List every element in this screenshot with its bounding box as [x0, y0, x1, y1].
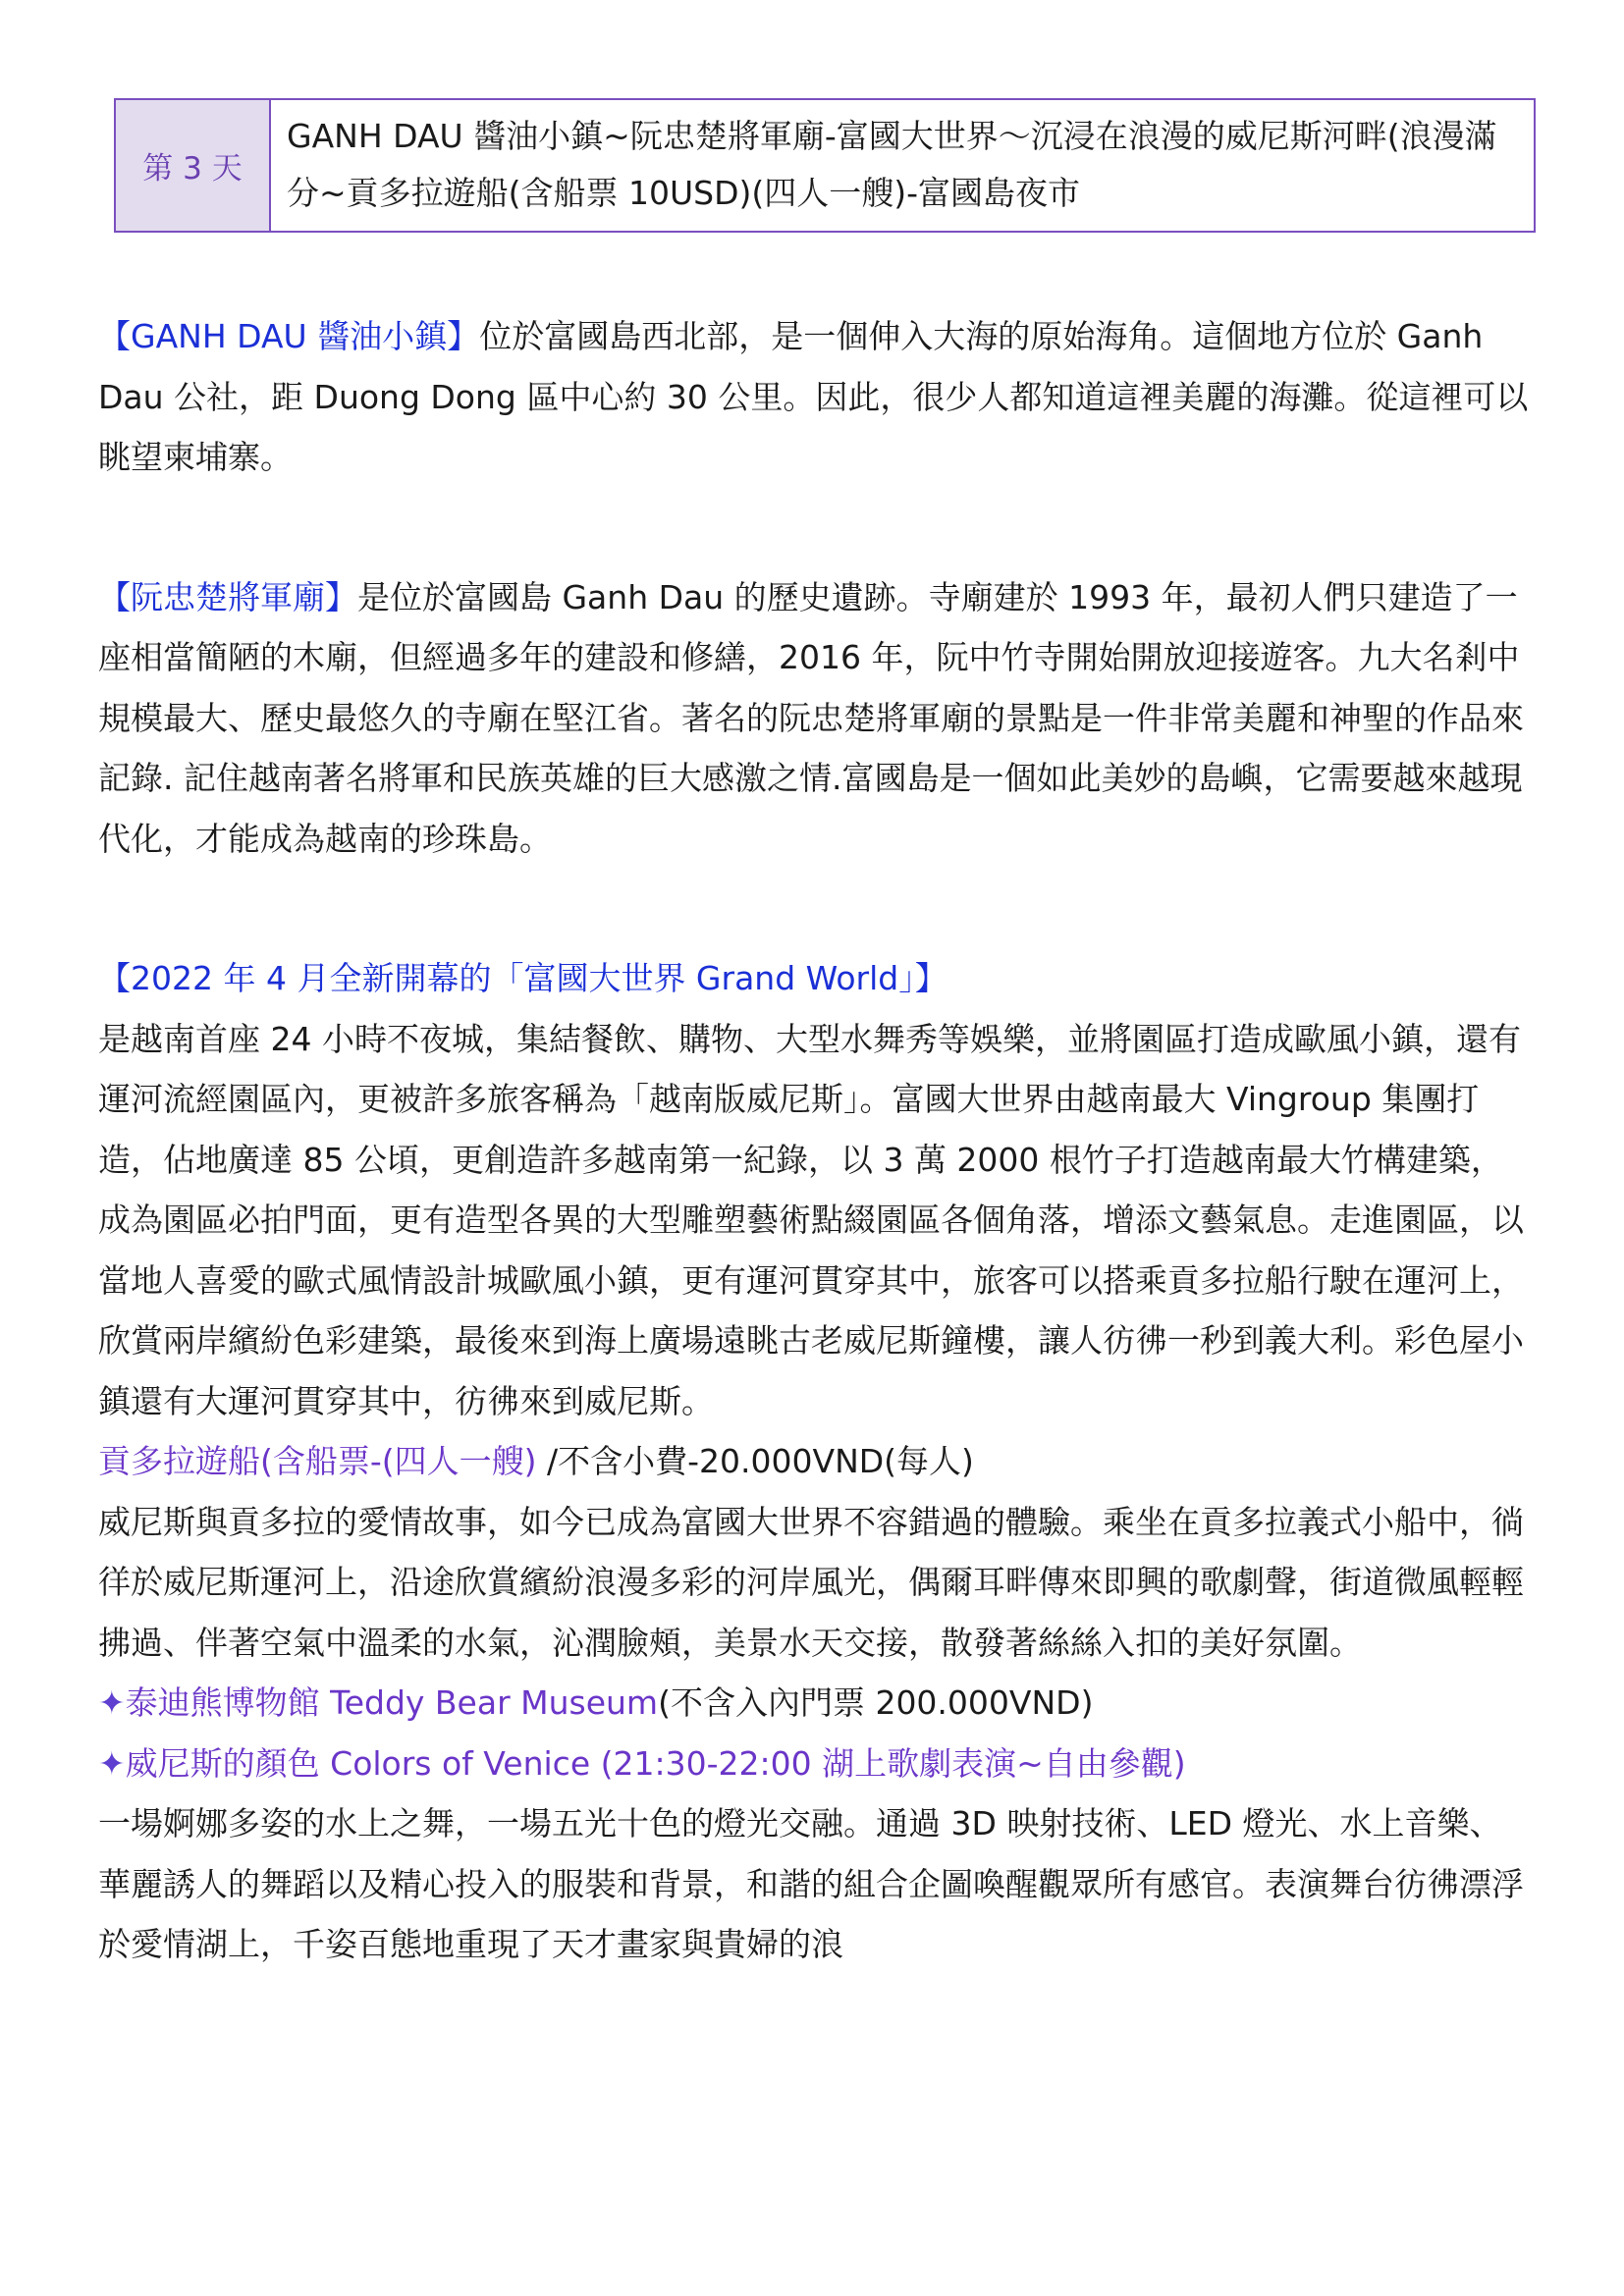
section-heading: 【阮忠楚將軍廟】 — [98, 577, 357, 616]
venice-body: 一場婀娜多姿的水上之舞，一場五光十色的燈光交融。通過 3D 映射技術、LED 燈光、水上音樂、華麗誘人的舞蹈以及精心投入的服裝和背景，和諧的組合企圖喚醒觀眾所有感官。表演舞台彷彿漂浮於愛情湖上，千姿百態地重現了天才畫家與貴婦的浪 — [98, 1804, 1524, 1963]
section-body: 是越南首座 24 小時不夜城，集結餐飲、購物、大型水舞秀等娛樂，並將園區打造成歐風小鎮，還有運河流經園區內，更被許多旅客稱為「越南版威尼斯」。富國大世界由越南最大 Vingroup 集團打造，佔地廣達 85 公頃，更創造許多越南第一紀錄，以 3 萬 2000 根竹子打造越南最大竹構建築，成為園區必拍門面，更有造型各異的大型雕塑藝術點綴園區各個角落，增添文藝氣息。走進園區，以當地人喜愛的歐式風情設計城歐風小鎮，更有運河貫穿其中，旅客可以搭乘貢多拉船行駛在運河上，欣賞兩岸繽紛色彩建築，最後來到海上廣場遠眺古老威尼斯鐘樓，讓人彷彿一秒到義大利。彩色屋小鎮還有大運河貫穿其中，彷彿來到威尼斯。 — [98, 1019, 1524, 1420]
section-body: 位於富國島西北部，是一個伸入大海的原始海角。這個地方位於 Ganh Dau 公社，距 Duong Dong 區中心約 30 公里。因此，很少人都知道這裡美麗的海灘。從這裡可以眺望柬埔寨。 — [98, 317, 1529, 476]
teddy-bear-name: 泰迪熊博物館 Teddy Bear Museum — [125, 1683, 659, 1722]
gondola-title — [98, 1431, 1532, 1492]
venice-name: 威尼斯的顏色 Colors of Venice (21:30-22:00 湖上歌劇表演~自由參觀) — [125, 1743, 1186, 1783]
day-title: GANH DAU 醬油小鎮~阮忠楚將軍廟-富國大世界～沉浸在浪漫的威尼斯河畔(浪漫滿分~貢多拉遊船(含船票 10USD)(四人一艘)-富國島夜市 — [287, 117, 1497, 212]
gondola-title-colored: 貢多拉遊船(含船票-(四人一艘) — [98, 1442, 537, 1480]
venice-item — [98, 1734, 1532, 1794]
gondola-title-rest: /不含小費-20.000VND(每人) — [536, 1442, 974, 1480]
teddy-bear-note: (不含入內門票 200.000VND) — [658, 1683, 1094, 1722]
star-icon: ✦ — [98, 1683, 126, 1722]
itinerary-content — [98, 306, 1532, 1975]
gondola-body: 威尼斯與貢多拉的愛情故事，如今已成為富國大世界不容錯過的體驗。乘坐在貢多拉義式小船中，徜徉於威尼斯運河上，沿途欣賞繽紛浪漫多彩的河岸風光，偶爾耳畔傳來即興的歌劇聲，街道微風輕輕拂過、伴著空氣中溫柔的水氣，沁潤臉頰，美景水天交接，散發著絲絲入扣的美好氛圍。 — [98, 1502, 1524, 1662]
star-icon: ✦ — [98, 1743, 126, 1783]
section-ganh-dau — [98, 306, 1532, 488]
day-label: 第 3 天 — [116, 100, 271, 231]
section-heading: 【GANH DAU 醬油小鎮】 — [98, 317, 480, 355]
section-temple — [98, 567, 1532, 870]
section-body: 是位於富國島 Ganh Dau 的歷史遺跡。寺廟建於 1993 年，最初人們只建造了一座相當簡陋的木廟，但經過多年的建設和修繕，2016 年，阮中竹寺開始開放迎接遊客。九大名剎中規模最大、歷史最悠久的寺廟在堅江省。著名的阮忠楚將軍廟的景點是一件非常美麗和神聖的作品來記錄. 記住越南著名將軍和民族英雄的巨大感激之情.富國島是一個如此美妙的島嶼，它需要越來越現代化，才能成為越南的珍珠島。 — [98, 577, 1524, 858]
section-heading: 【2022 年 4 月全新開幕的「富國大世界 Grand World」】 — [98, 959, 947, 997]
teddy-bear-item — [98, 1673, 1532, 1734]
day-header-table — [114, 98, 1536, 233]
